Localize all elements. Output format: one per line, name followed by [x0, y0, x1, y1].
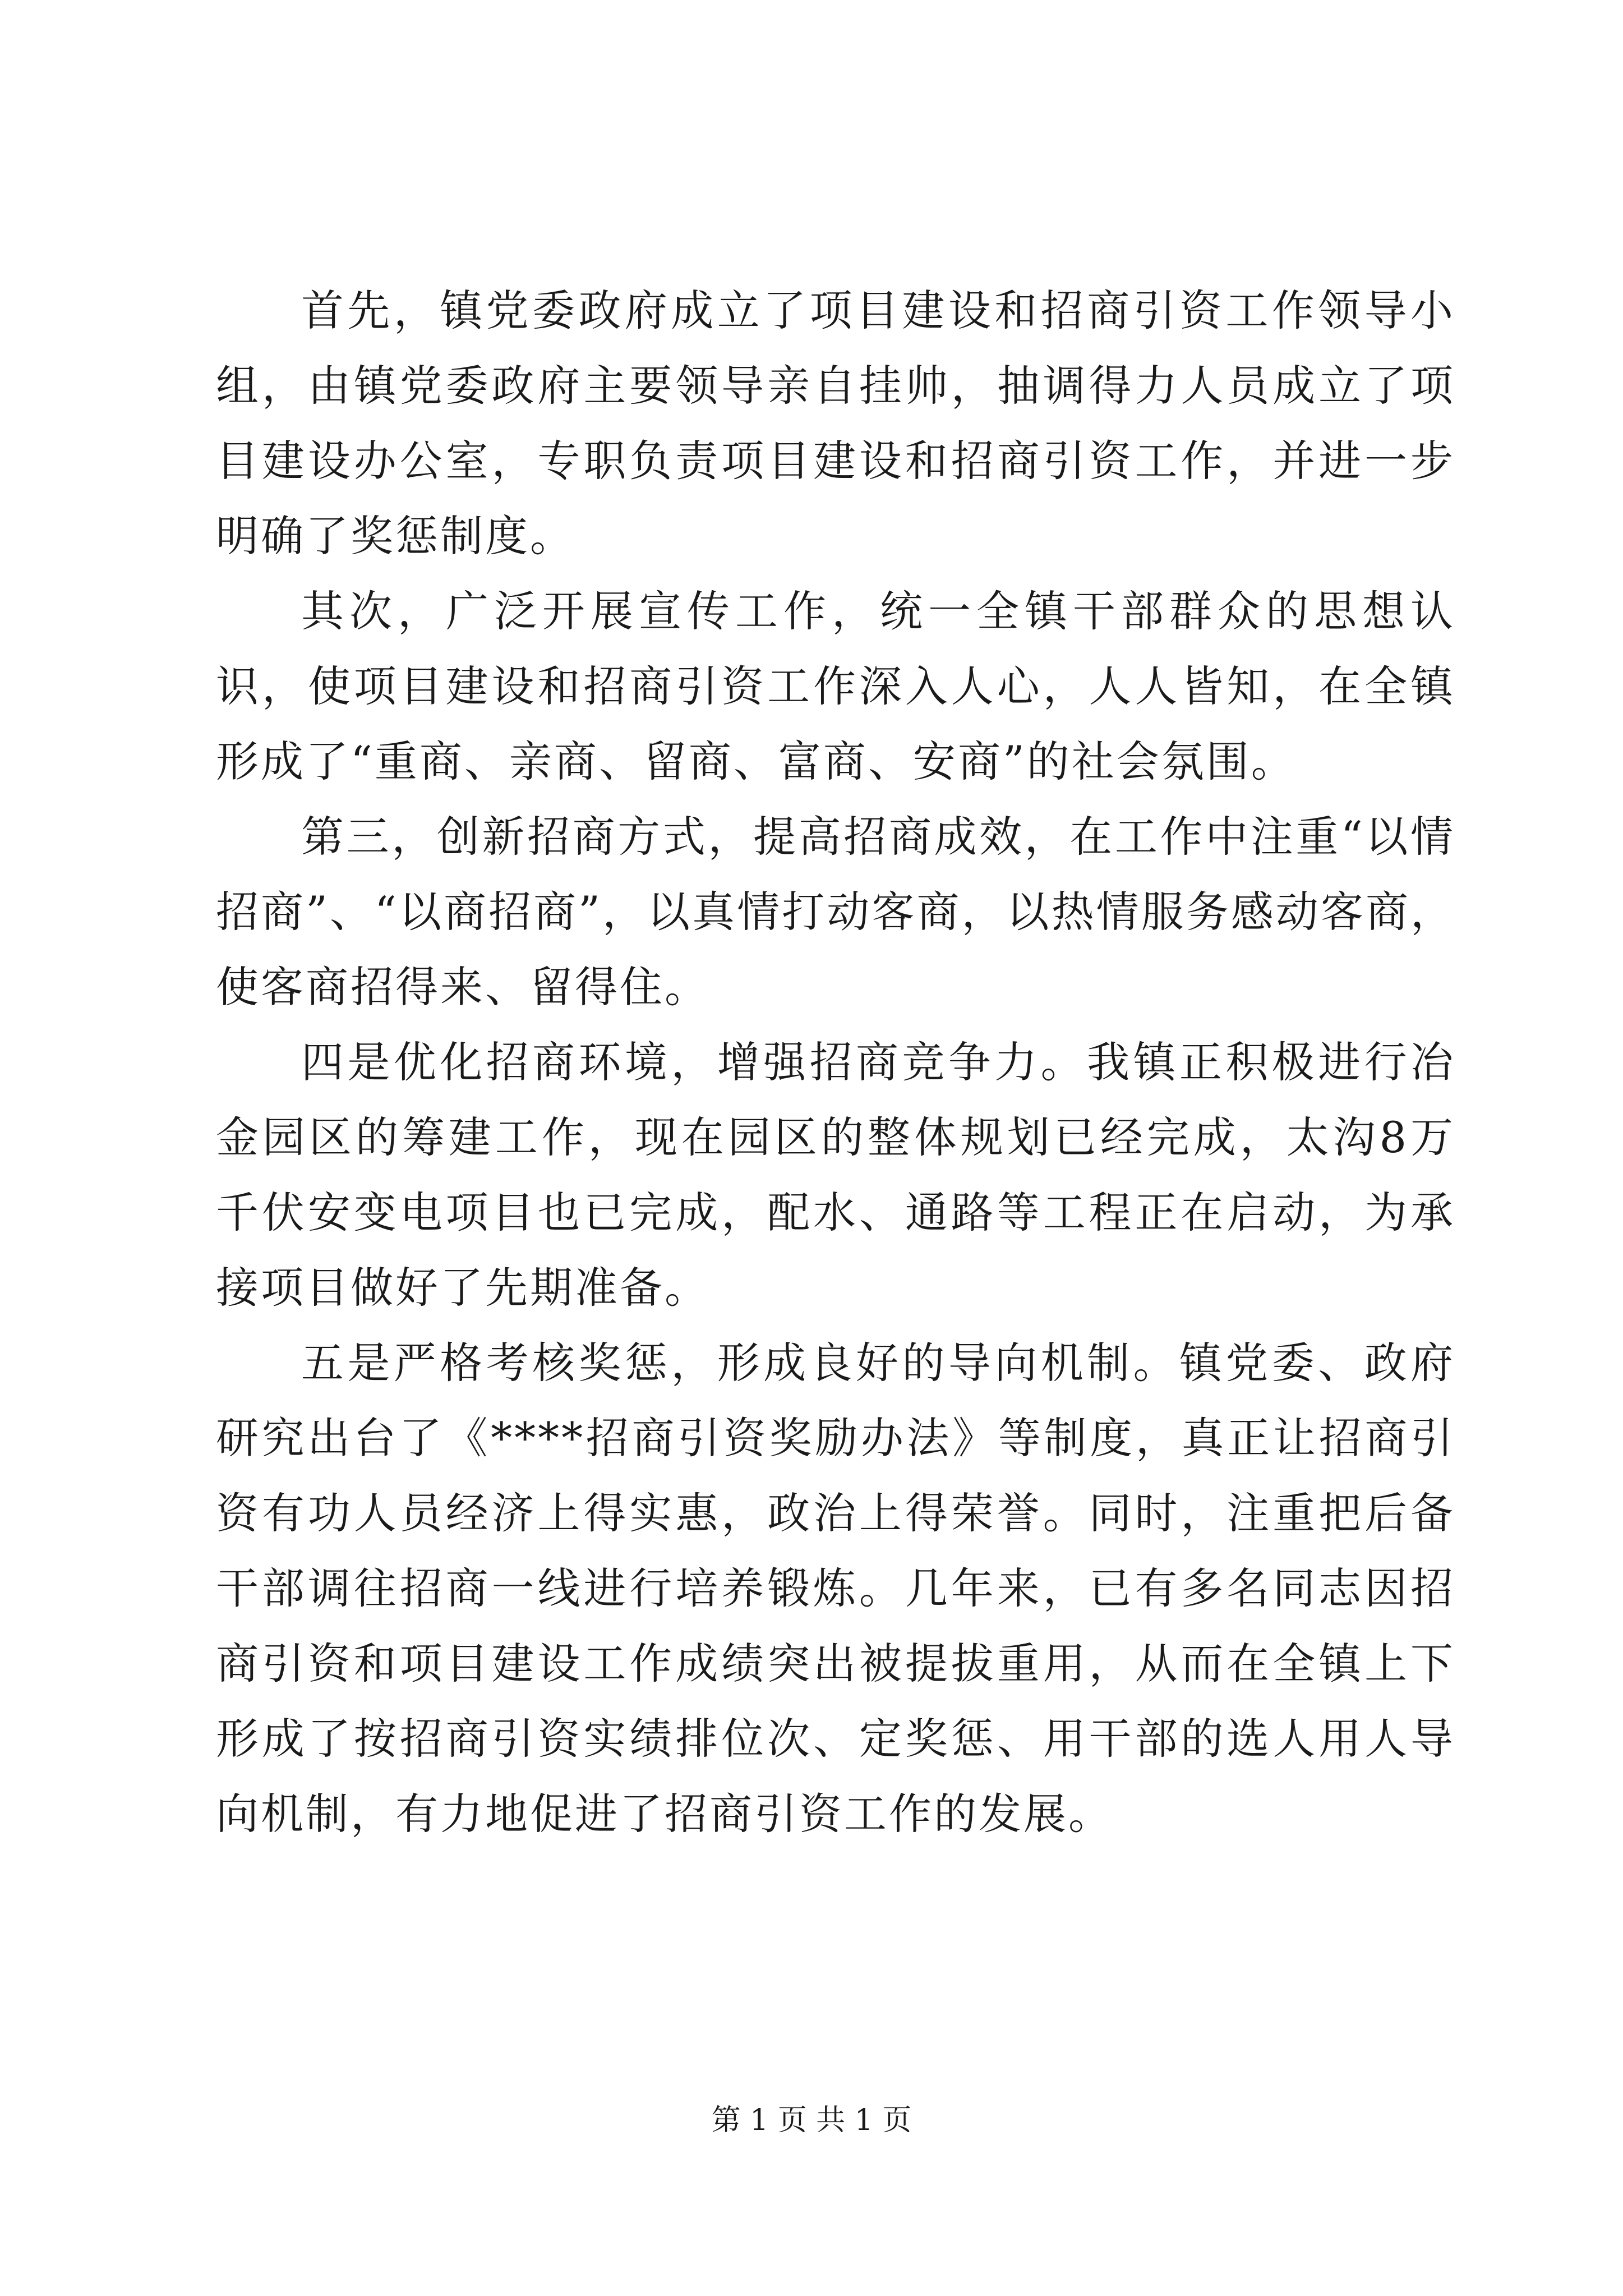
paragraph-assessment: 五是严格考核奖惩，形成良好的导向机制。镇党委、政府研究出台了《****招商引资奖励办法》等制度，真正让招商引资有功人员经济上得实惠，政治上得荣誉。同时，注重把后备干部调往招商一线进行培养锻炼。几年来，已有多名同志因招商引资和项目建设工作成绩突出被提拔重用，从而在全镇上下形成了按招商引资实绩排位次、定奖惩、用干部的选人用人导向机制，有力地促进了招商引资工作的发展。	[216, 1338, 1455, 1839]
document-body	[216, 273, 1455, 1852]
paragraph-publicity: 其次，广泛开展宣传工作，统一全镇干部群众的思想认识，使项目建设和招商引资工作深入人心，人人皆知，在全镇形成了“重商、亲商、留商、富商、安商”的社会氛围。	[216, 586, 1455, 786]
paragraph-leadership-group: 首先，镇党委政府成立了项目建设和招商引资工作领导小组，由镇党委政府主要领导亲自挂帅，抽调得力人员成立了项目建设办公室，专职负责项目建设和招商引资工作，并进一步明确了奖惩制度。	[216, 286, 1455, 561]
paragraph-innovation: 第三，创新招商方式，提高招商成效，在工作中注重“以情招商”、“以商招商”，以真情打动客商，以热情服务感动客商，使客商招得来、留得住。	[216, 812, 1455, 1012]
page-number-footer: 第 1 页 共 1 页	[711, 2104, 912, 2137]
paragraph-environment: 四是优化招商环境，增强招商竞争力。我镇正积极进行冶金园区的筹建工作，现在园区的整体规划已经完成，太沟8万千伏安变电项目也已完成，配水、通路等工程正在启动，为承接项目做好了先期准备。	[216, 1037, 1455, 1313]
